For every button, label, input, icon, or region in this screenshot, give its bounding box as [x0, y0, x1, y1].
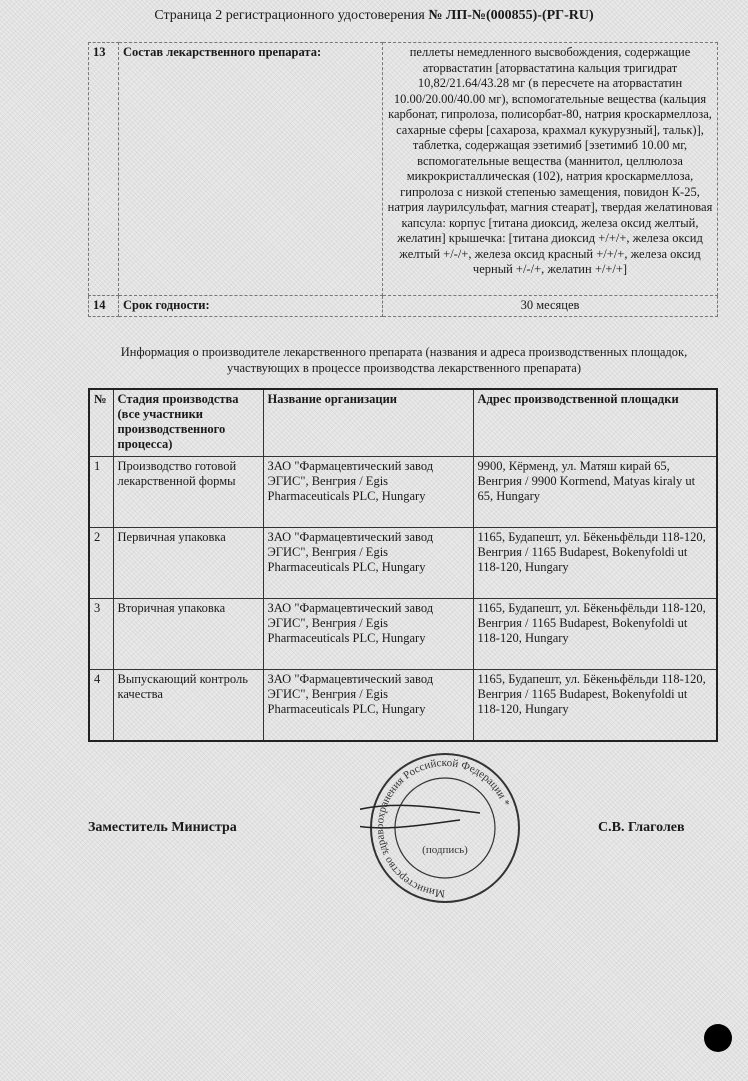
table-row: 14 Срок годности: 30 месяцев — [89, 296, 718, 317]
signatory-title: Заместитель Министра — [88, 820, 237, 835]
table-header-row: № Стадия производства (все участники производственного процесса) Название организации Адрес производственной площадки — [89, 389, 717, 457]
official-stamp — [360, 745, 530, 905]
signatory-name: С.В. Глаголев — [598, 820, 685, 835]
table-row: 2 Первичная упаковка ЗАО "Фармацевтический завод ЭГИС", Венгрия / Egis Pharmaceuticals PLC, Hungary 1165, Будапешт, ул. Бёкеньфёльди 118-120, Венгрия / 1165 Budapest, Bokenyfoldi ut 118-120, Hungary — [89, 528, 717, 599]
table-row: 13 Состав лекарственного препарата: пеллеты немедленного высвобождения, содержащие аторвастатин [аторвастатина кальция тригидрат 10,82/21.64/43.28 мг (в пересчете на аторвастатин 10.00/20.00/40.00 мг), вспомогательные вещества (кальция карбонат, гипролоза, полисорбат-80, натрия кроскармеллоза, сахарные сферы [сахароза, крахмал кукурузный], тальк)], таблетка, содержащая эзетимиб [эзетимиб 10.00 мг, вспомогательные вещества (маннитол, целлюлоза микрокристаллическая (102), натрия кроскармеллоза, гипролоза с низкой степенью замещения, повидон К-25, натрия лаурилсульфат, магния стеарат], твердая желатиновая капсула: корпус [титана диоксид, железа оксид желтый, желатин] крышечка: [титана диоксид +/+/+, железа оксид желтый +/-/+, железа оксид красный +/+/+, железа оксид черный +/-/+, желатин +/+/+] — [89, 43, 718, 296]
svg-text:(подпись): (подпись) — [422, 844, 468, 856]
properties-table — [88, 42, 718, 317]
svg-text:Министерство здравоохранения Р: Министерство здравоохранения Российской Федерации * — [374, 756, 512, 900]
composition-value: пеллеты немедленного высвобождения, содержащие аторвастатин [аторвастатина кальция тригидрат 10,82/21.64/43.28 мг (в пересчете на аторвастатин 10.00/20.00/40.00 мг), вспомогательные вещества (кальция карбонат, гипролоза, полисорбат-80, натрия кроскармеллоза, сахарные сферы [сахароза, крахмал кукурузный], тальк)], таблетка, содержащая эзетимиб [эзетимиб 10.00 мг, вспомогательные вещества (маннитол, целлюлоза микрокристаллическая (102), натрия кроскармеллоза, гипролоза с низкой степенью замещения, повидон К-25, натрия лаурилсульфат, магния стеарат], твердая желатиновая капсула: корпус [титана диоксид, железа оксид желтый, желатин] крышечка: [титана диоксид +/+/+, железа оксид желтый +/-/+, железа оксид красный +/+/+, железа оксид черный +/-/+, желатин +/+/+] — [383, 43, 718, 296]
manufacturer-info-heading: Информация о производителе лекарственного препарата (названия и адреса производственных площадок, участвующих в процессе производства лекарственного препарата) — [120, 345, 688, 375]
page-header: Страница 2 регистрационного удостоверения № ЛП-№(000855)-(РГ-RU) — [154, 8, 594, 23]
certificate-number: № ЛП-№(000855)-(РГ-RU) — [428, 8, 594, 23]
table-row: 1 Производство готовой лекарственной формы ЗАО "Фармацевтический завод ЭГИС", Венгрия / Egis Pharmaceuticals PLC, Hungary 9900, Кёрменд, ул. Матяш кирай 65, Венгрия / 9900 Kormend, Matyas kiraly ut 65, Hungary — [89, 457, 717, 528]
manufacturers-table — [88, 388, 718, 742]
table-row: 4 Выпускающий контроль качества ЗАО "Фармацевтический завод ЭГИС", Венгрия / Egis Pharmaceuticals PLC, Hungary 1165, Будапешт, ул. Бёкеньфёльди 118-120, Венгрия / 1165 Budapest, Bokenyfoldi ut 118-120, Hungary — [89, 670, 717, 742]
scan-mark-dot — [704, 1024, 732, 1052]
table-row: 3 Вторичная упаковка ЗАО "Фармацевтический завод ЭГИС", Венгрия / Egis Pharmaceuticals PLC, Hungary 1165, Будапешт, ул. Бёкеньфёльди 118-120, Венгрия / 1165 Budapest, Bokenyfoldi ut 118-120, Hungary — [89, 599, 717, 670]
shelf-life-value: 30 месяцев — [383, 296, 718, 317]
